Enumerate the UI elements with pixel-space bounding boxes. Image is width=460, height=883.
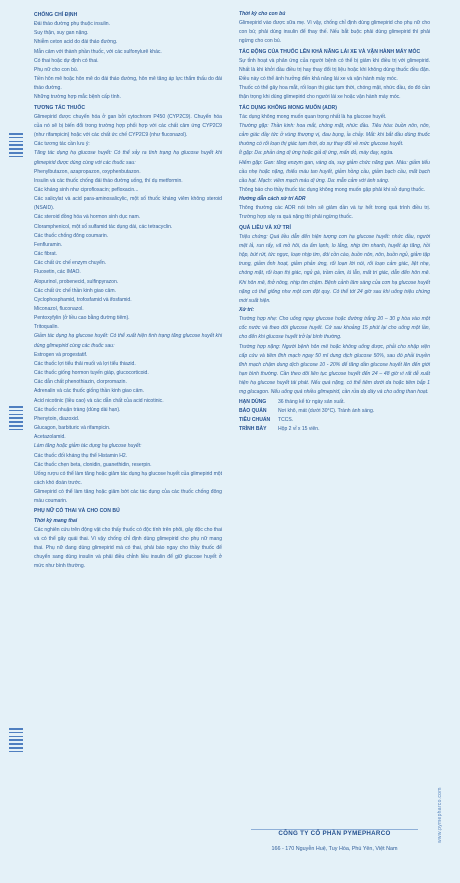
spec-value: Nơi khô, mát (dưới 30°C). Tránh ánh sáng. xyxy=(278,407,375,414)
subsection-heading: Hướng dẫn cách xử trí ADR xyxy=(239,196,306,203)
paragraph: Các nghiên cứu trên động vật cho thấy thuốc có độc tính trên phôi, gây độc cho thai và có thể gây quái thai. Vì vậy chống chỉ định dùng glimepirid cho phụ nữ mang thai. Phụ nữ đang dùng glimepirid mà có thai, phải báo ngay cho thầy thuốc để chuyển sang dùng insulin và phải điều chỉnh liều insulin để giữ glucose huyết ở mức như bình thường. xyxy=(34,526,222,570)
paragraph: Glucagon, barbituric và rifampicin. xyxy=(34,425,111,432)
section-heading: QUÁ LIỀU VÀ XỬ TRÍ xyxy=(239,224,291,231)
spec-value: TCCS. xyxy=(278,416,294,423)
right-column xyxy=(239,10,430,434)
spec-label: HẠN DÙNG xyxy=(239,398,267,405)
paragraph: Các thuốc giống hormon tuyến giáp, glucocorticoid. xyxy=(34,370,149,377)
spec-row xyxy=(239,416,430,425)
paragraph: Các thuốc chống đông coumarin. xyxy=(34,232,109,239)
paragraph: Các dẫn chất phenothiazin, clorpromazin. xyxy=(34,379,127,386)
paragraph-italic: Thường gặp: Thần kinh: hoa mắt, chóng mặt, nhức đầu. Tiêu hóa: buồn nôn, nôn, cảm giác đầy tức ở vùng thượng vị, đau bụng, ỉa chảy. Mắt: khi bắt đầu dùng thuốc thường có rối loạn thị giác tạm thời, do sự thay đổi về mức glucose huyết. xyxy=(239,122,430,148)
paragraph: Cloramphenicol, một số sulfamid tác dụng dài, các tetracyclin. xyxy=(34,223,173,230)
paragraph: Glimepirid vào được sữa mẹ. Vì vậy, chống chỉ định dùng glimepirid cho phụ nữ cho con bú; phải dùng insulin để thay thế. Nếu bắt buộc phải dùng glimepirid thì phải ngừng cho con bú. xyxy=(239,20,430,45)
paragraph-italic: Hiếm gặp: Gan: tăng enzym gan, vàng da, suy giảm chức năng gan. Máu: giảm tiểu cầu nhẹ hoặc nặng, thiếu máu tan huyết, giảm hồng cầu, giảm bạch cầu, mất bạch cầu hạt. Mạch: viêm mạch máu dị ứng. Da: mẫn cảm với ánh sáng. xyxy=(239,159,430,184)
paragraph: Các kháng sinh như ciprofloxacin; pefloxacin... xyxy=(34,186,139,193)
spec-label: TRÌNH BÀY xyxy=(239,426,267,433)
paragraph: Có thai hoặc dự định có thai. xyxy=(34,57,99,64)
company-name: CÔNG TY CỔ PHẦN PYMEPHARCO xyxy=(278,830,391,837)
paragraph: Alopurinol, probenecid, sulfinpyrazon. xyxy=(34,278,119,285)
paragraph-italic: Trường hợp nhẹ: Cho uống ngay glucose hoặc đường trắng 20 – 30 g hòa vào một cốc nước và theo dõi glucose huyết. Cứ sau khoảng 15 phút lại cho uống một lần, cho đến khi glucose huyết trở lại bình thường. xyxy=(239,316,430,341)
paragraph: Các chất ức chế enzym chuyển. xyxy=(34,260,107,267)
paragraph: Các fibrat. xyxy=(34,251,57,258)
paragraph: Các thuốc đối kháng thụ thể Histamin H2. xyxy=(34,452,128,459)
paragraph: Các tương tác cần lưu ý: xyxy=(34,141,90,148)
spec-row xyxy=(239,425,430,434)
paragraph: Adrenalin và các thuốc giống thần kinh giao cảm. xyxy=(34,388,144,395)
paragraph: Uống rượu có thể làm tăng hoặc giảm tác dụng hạ glucose huyết của glimepirid một cách khó đoán trước. xyxy=(34,470,222,486)
paragraph: Nhiễm ceton acid do đái tháo đường. xyxy=(34,39,118,46)
section-heading: TÁC ĐỘNG CỦA THUỐC LÊN KHẢ NĂNG LÁI XE VÀ VẬN HÀNH MÁY MÓC xyxy=(239,48,421,55)
paragraph: Miconazol, fluconazol. xyxy=(34,306,84,312)
paragraph: Mẫn cảm với thành phần thuốc, với các sulfonylurê khác. xyxy=(34,48,162,55)
paragraph: Tiền hôn mê hoặc hôn mê do đái tháo đường, hôn mê tăng áp lực thẩm thấu do đái tháo đường. xyxy=(34,76,222,92)
subsection-heading: Thời kỳ mang thai xyxy=(34,517,78,524)
paragraph-italic: Làm tăng hoặc giảm tác dụng hạ glucose huyết: xyxy=(34,443,142,450)
paragraph: Glimepirid được chuyển hóa ở gan bởi cytochrom P450 (CYP2C9). Chuyển hóa của nó sẽ bị biến đổi trong trường hợp phối hợp với các chất cảm ứng CYP2C9 (như rifampicin) hoặc với các chất ức chế CYP2C9 (như fluconazol). xyxy=(34,113,222,139)
margin-bars-bottom xyxy=(9,728,23,754)
section-heading: CHỐNG CHỈ ĐỊNH xyxy=(34,12,78,18)
paragraph: Các thuốc lợi tiểu thải muối và lợi tiểu thiazid. xyxy=(34,360,136,367)
paragraph: Insulin và các thuốc chống đái tháo đường uống, thí dụ metformin. xyxy=(34,177,183,184)
spec-row xyxy=(239,407,430,416)
section-heading: TÁC DỤNG KHÔNG MONG MUỐN (ADR) xyxy=(239,104,337,111)
paragraph: Fenfluramin. xyxy=(34,241,63,248)
paragraph: Cyclophosphamid, trofosfamid và ifosfamid. xyxy=(34,296,132,303)
paragraph: Glimepirid có thể làm tăng hoặc giảm bớt các tác dụng của các thuốc chống đông máu coumarin. xyxy=(34,489,222,505)
paragraph: Tritoqualin. xyxy=(34,324,59,331)
side-website-text: www.pymepharco.com xyxy=(437,787,443,843)
paragraph: Suy thận, suy gan nặng. xyxy=(34,30,89,37)
paragraph: Thông thường các ADR nói trên sẽ giảm dần và tự hết trong quá trình điều trị. Trường hợp xảy ra quá nặng thì phải ngừng thuốc. xyxy=(239,205,430,221)
paragraph: Sự tỉnh hoạt và phản ứng của người bệnh có thể bị giảm khi điều trị với glimepirid. Nhất là khi khởi đầu điều trị hay thay đổi trị liệu hoặc khi không dùng thuốc đều đặn. Điều này có thể ảnh hưởng đến khả năng lái xe và vận hành máy móc. xyxy=(239,57,430,83)
paragraph: Các salicylat và acid para-aminosalicylic, một số thuốc kháng viêm không steroid (NSAID). xyxy=(34,196,222,212)
paragraph: Những trường hợp mắc bệnh cấp tính. xyxy=(34,94,121,101)
paragraph: Các chất ức chế thần kinh giao cảm. xyxy=(34,287,116,294)
section-heading: PHỤ NỮ CÓ THAI VÀ CHO CON BÚ xyxy=(34,508,120,515)
company-address: 166 - 170 Nguyễn Huệ, Tuy Hòa, Phú Yên, Việt Nam xyxy=(271,846,398,852)
footer xyxy=(239,826,430,852)
paragraph: Các thuốc nhuận tràng (dùng dài hạn). xyxy=(34,406,121,413)
paragraph: Phenylbutazon, azapropazon, oxyphenbutazon. xyxy=(34,168,141,175)
subsection-heading: Xử trí: xyxy=(239,307,255,313)
paragraph-italic: Giảm tác dụng hạ glucose huyết: Có thể xuất hiện tình trạng tăng glucose huyết khi dùng glimepirid cùng các thuốc sau: xyxy=(34,333,222,349)
subsection-heading: Thời kỳ cho con bú xyxy=(239,11,286,17)
paragraph: Pentoxyfylin (ở liều cao bằng đường tiêm). xyxy=(34,315,130,322)
paragraph-italic: Trường hợp nặng: Người bệnh hôn mê hoặc không uống được, phải cho nhập viện cấp cứu và tiêm tĩnh mạch ngay 50 ml dung dịch glucose 50%, sau đó phải truyền tĩnh mạch chậm dung dịch glucose 10 - 20% để tăng dần glucose huyết lên đến giới hạn bình thường. Cần theo dõi liên tục glucose huyết đến 24 – 48 giờ vì rất dễ xuất hiện hạ glucose huyết tái phát. Nếu quá nặng, có thể tiêm dưới da hoặc tiêm bắp 1 mg glucagon. Nếu uống quá nhiều glimepirid, cần rửa dạ dày và cho uống than hoạt. xyxy=(239,343,430,396)
section-heading: TƯƠNG TÁC THUỐC xyxy=(34,104,86,111)
paragraph: Phenytoin, diazoxid. xyxy=(34,415,80,422)
margin-bars-middle xyxy=(9,406,23,432)
paragraph: Tác dụng không mong muốn quan trọng nhất là hạ glucose huyết. xyxy=(239,113,387,120)
paragraph: Acid nicotinic (liều cao) và các dẫn chất của acid nicotinic. xyxy=(34,397,164,404)
paragraph-italic: Ít gặp: Da: phản ứng dị ứng hoặc giả dị ứng, mẩn đỏ, mày đay, ngứa. xyxy=(239,150,394,157)
paragraph-italic: Tăng tác dụng hạ glucose huyết: Có thể xảy ra tình trạng hạ glucose huyết khi glimepirid được dùng cùng với các thuốc sau: xyxy=(34,150,222,166)
paragraph: Các steroid đồng hóa và hormon sinh dục nam. xyxy=(34,214,141,221)
paragraph: Thông báo cho thầy thuốc tác dụng không mong muốn gặp phải khi sử dụng thuốc. xyxy=(239,186,426,193)
paragraph: Phụ nữ cho con bú. xyxy=(34,66,79,73)
spec-label: TIÊU CHUẨN xyxy=(239,416,271,423)
paragraph: Các thuốc chẹn beta, clonidin, guanethidin, reserpin. xyxy=(34,461,152,468)
spec-value: 36 tháng kể từ ngày sản xuất. xyxy=(278,398,345,405)
paragraph-italic: Triệu chứng: Quá liều dẫn đến hiện tượng cơn hạ glucose huyết: nhức đầu, người mệt lả, run rẩy, vã mồ hôi, da ẩm lạnh, lo lắng, nhịp tim nhanh, huyết áp tăng, hồi hộp, bứt rứt, tức ngực, loạn nhịp tim, đói cồn cào, buồn nôn, nôn, buồn ngủ, giảm tập trung, giảm tỉnh hoạt, giảm phản ứng, rối loạn lời nói, rối loạn cảm giác, liệt nhẹ, chóng mặt, rối loạn thị giác, ngủ gà, trầm cảm, lú lẫn, mất tri giác, dẫn đến hôn mê. Khi hôn mê, thở nông, nhịp tim chậm. Bệnh cảnh lâm sàng của cơn hạ glucose huyết nặng có thể giống như một cơn đột quỵ. Có thể tới 24 giờ sau khi uống triệu chứng mới xuất hiện. xyxy=(239,233,430,304)
paragraph: Đái tháo đường phụ thuộc insulin. xyxy=(34,21,110,28)
paragraph: Acetazolamid. xyxy=(34,434,66,441)
left-column xyxy=(34,10,222,572)
spec-row xyxy=(239,398,430,407)
paragraph: Thuốc có thể gây hoa mắt, rối loạn thị giác tạm thời, chóng mặt, nhức đầu, do đó cần thận trọng khi dùng glimepirid cho người lái xe hoặc vận hành máy móc. xyxy=(239,85,430,101)
spec-value: Hộp 2 vỉ x 15 viên. xyxy=(278,426,320,433)
paragraph: Estrogen và progestatif. xyxy=(34,351,88,358)
margin-bars-top xyxy=(9,133,23,159)
paragraph: Fluoxetin, các IMAO. xyxy=(34,269,81,276)
spec-label: BẢO QUẢN xyxy=(239,407,267,414)
